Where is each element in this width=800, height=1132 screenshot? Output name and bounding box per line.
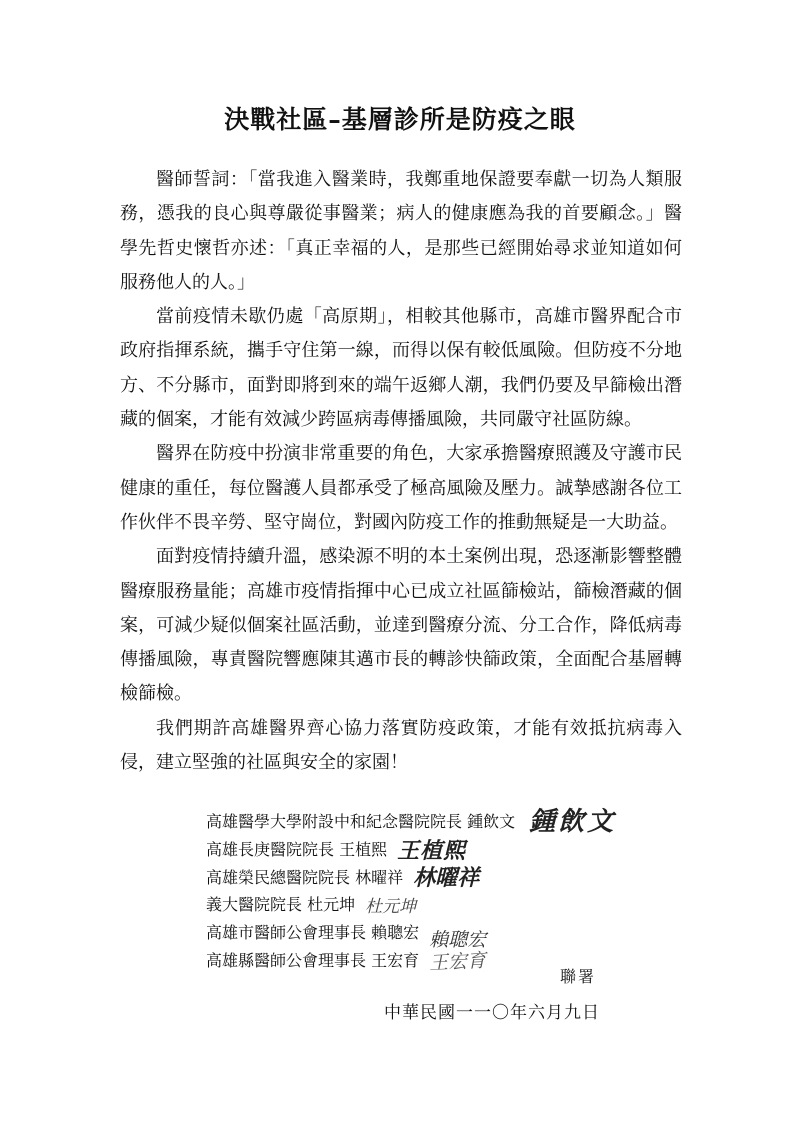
paragraph-oath: 醫師誓詞：「當我進入醫業時，我鄭重地保證要奉獻一切為人類服務，憑我的良心與尊嚴從事醫業；病人的健康應為我的首要顧念。」醫學先哲史懷哲亦述：「真正幸福的人，是那些已經開始尋求並知道如何服務他人的人。」 xyxy=(120,169,682,293)
handwritten-signature: 王植熙 xyxy=(397,837,467,864)
paragraph-plateau: 當前疫情未歇仍處「高原期」，相較其他縣市，高雄市醫界配合市政府指揮系統，攜手守住第一線，而得以保有較低風險。但防疫不分地方、不分縣市，面對即將到來的端午返鄉人潮，我們仍要及早篩檢出潛藏的個案，才能有效減少跨區病毒傳播風險，共同嚴守社區防線。 xyxy=(120,306,682,431)
paragraph-gratitude: 醫界在防疫中扮演非常重要的角色，大家承擔醫療照護及守護市民健康的重任，每位醫護人員都承受了極高風險及壓力。誠摯感謝各位工作伙伴不畏辛勞、堅守崗位，對國內防疫工作的推動無疑是一大助益。 xyxy=(120,443,682,533)
signer-title-name: 義大醫院院長 杜元坤 xyxy=(206,895,356,915)
signer-list xyxy=(206,808,706,975)
handwritten-signature: 鍾飲文 xyxy=(529,806,617,837)
joint-signature-label: 聯署 xyxy=(560,967,597,986)
signer-row xyxy=(206,891,706,919)
signer-title-name: 高雄縣醫師公會理事長 王宏育 xyxy=(206,950,420,970)
handwritten-signature: 林曜祥 xyxy=(413,865,480,892)
signer-row xyxy=(206,919,706,951)
signer-row xyxy=(206,864,706,892)
signer-row xyxy=(206,836,706,864)
signer-title-name: 高雄長庚醫院院長 王植熙 xyxy=(206,839,388,859)
handwritten-signature: 王宏育 xyxy=(428,949,487,975)
signer-title-name: 高雄榮民總醫院院長 林曜祥 xyxy=(206,867,404,887)
signer-title-name: 高雄醫學大學附設中和紀念醫院院長 鍾飲文 xyxy=(206,812,516,831)
signer-title-name: 高雄市醫師公會理事長 賴聰宏 xyxy=(206,923,420,943)
document-title: 決戰社區–基層診所是防疫之眼 xyxy=(224,105,576,134)
paragraph-closing: 我們期許高雄醫界齊心協力落實防疫政策，才能有效抵抗病毒入侵，建立堅強的社區與安全的家園！ xyxy=(120,717,682,774)
signer-row xyxy=(206,808,706,836)
handwritten-signature: 賴聰宏 xyxy=(429,928,487,951)
document-body xyxy=(120,163,682,780)
document-date: 中華民國一一〇年六月九日 xyxy=(384,1003,600,1023)
signer-row xyxy=(206,947,706,975)
paragraph-screening: 面對疫情持續升溫，感染源不明的本土案例出現，恐逐漸影響整體醫療服務量能；高雄市疫情指揮中心已成立社區篩檢站，篩檢潛藏的個案，可減少疑似個案社區活動，並達到醫療分流、分工合作，降低病毒傳播風險，專責醫院響應陳其邁市長的轉診快篩政策，全面配合基層轉檢篩檢。 xyxy=(120,546,682,705)
handwritten-signature: 杜元坤 xyxy=(365,897,417,918)
